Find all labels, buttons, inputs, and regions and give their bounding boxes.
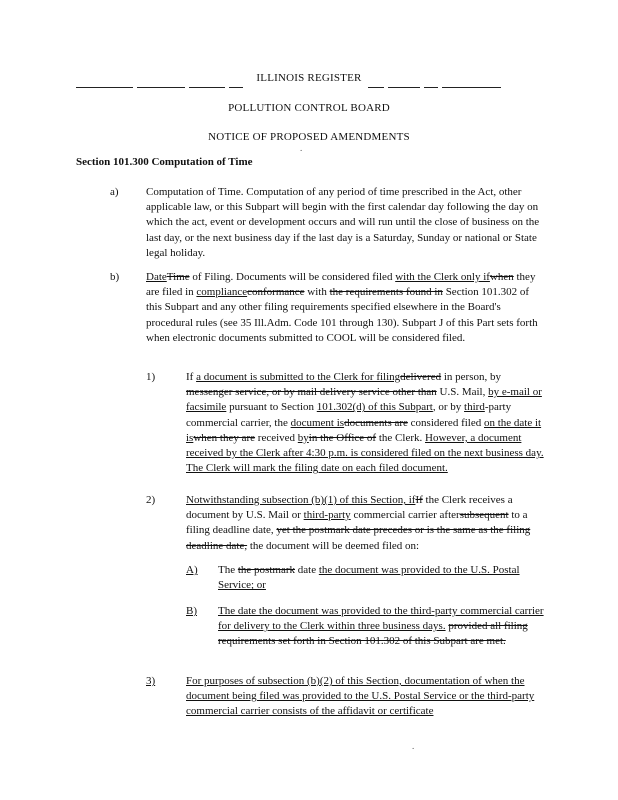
deleted-text: in the Office of — [308, 431, 377, 444]
inserted-text: on the date it is — [186, 416, 542, 444]
text: received — [255, 431, 298, 444]
deleted-text: messenger service, or by mail delivery service other than — [186, 386, 437, 399]
text: in person, by — [441, 371, 501, 383]
paragraph-b3-label: 3) — [146, 675, 156, 687]
header-rule-left — [76, 87, 133, 88]
paragraph-b2A — [218, 563, 544, 593]
paragraph-b2B — [218, 604, 544, 650]
deleted-text: delivered — [400, 371, 442, 383]
deleted-text: subsequent — [459, 509, 509, 522]
speck: . — [412, 741, 415, 751]
inserted-text: by e-mail or facsimile — [186, 386, 542, 414]
header-rule-left — [137, 87, 185, 88]
header-rule-left — [229, 87, 243, 88]
text: to a filing deadline date, — [186, 509, 528, 537]
text: of Filing. Documents will be considered filed — [189, 271, 396, 283]
text: considered filed — [407, 416, 484, 429]
header-rule-right — [368, 87, 384, 88]
deleted-text: documents are — [344, 416, 408, 429]
header-rule-right — [442, 87, 501, 88]
text: date — [295, 564, 319, 576]
deleted-text: yet the postmark date precedes or is the same as the filing deadline date, — [186, 524, 531, 552]
paragraph-b2-label: 2) — [146, 494, 156, 506]
register-title: ILLINOIS REGISTER — [256, 72, 362, 84]
inserted-text: 101.302(d) of this Subpart — [316, 401, 433, 414]
text: pursuant to Section — [226, 401, 317, 414]
inserted-text: the document was provided to the U.S. Postal Service; or — [218, 564, 520, 592]
paragraph-b-label: b) — [110, 271, 120, 283]
deleted-text: Time — [166, 271, 190, 283]
paragraph-b2 — [186, 493, 544, 554]
text: the Clerk. — [376, 431, 425, 444]
board-name: POLLUTION CONTROL BOARD — [228, 102, 390, 114]
header-rule-right — [424, 87, 438, 88]
inserted-text: The date the document was provided to the third-party commercial carrier for delivery to the Clerk within three business days. — [218, 605, 544, 633]
section-heading: Section 101.300 Computation of Time — [76, 156, 253, 168]
deleted-text: If — [415, 494, 423, 506]
text: the document will be deemed filed on: — [247, 539, 420, 552]
text: commercial carrier after — [350, 509, 460, 522]
inserted-text: document is — [290, 416, 345, 429]
paragraph-b3 — [186, 674, 544, 720]
paragraph-b2A-label: A) — [186, 564, 198, 576]
deleted-text: the requirements found in — [329, 286, 443, 299]
paragraph-b1 — [186, 370, 544, 476]
paragraph-b2B-label: B) — [186, 605, 197, 617]
deleted-text: when — [489, 271, 514, 283]
paragraph-b1-label: 1) — [146, 371, 156, 383]
inserted-text: Date — [146, 271, 167, 283]
inserted-text: with the Clerk only if — [395, 271, 490, 283]
text: -party commercial carrier, the — [186, 401, 512, 429]
inserted-text: However, a document received by the Clerk after 4:30 p.m. is considered filed on the next business day. The Clerk will mark the filing date on each filed document. — [186, 431, 544, 475]
header-rule-right — [388, 87, 420, 88]
inserted-text: third-party — [303, 509, 351, 522]
text: U.S. Mail, — [436, 386, 489, 399]
header-rule-left — [189, 87, 225, 88]
deleted-text: provided all filing requirements set forth in Section 101.302 of this Subpart are met. — [218, 620, 528, 648]
paragraph-a: Computation of Time. Computation of any period of time prescribed in the Act, other applicable law, or this Subpart will begin with the first calendar day following the day on which the act, event or development occurs and will run until the close of business on the last day, or the next business day if the last day is a Saturday, Sunday or national or State legal holiday. — [146, 186, 540, 259]
text: The — [218, 564, 238, 576]
inserted-text: Notwithstanding subsection (b)(1) of this Section, if — [186, 494, 416, 506]
deleted-text: when they are — [193, 431, 256, 444]
deleted-text: conformance — [247, 286, 305, 299]
inserted-text: by — [297, 431, 309, 444]
deleted-text: the postmark — [237, 564, 295, 576]
text: with — [304, 286, 330, 299]
speck: . — [300, 143, 303, 153]
inserted-text: compliance — [196, 286, 248, 299]
inserted-text: a document is submitted to the Clerk for filing — [196, 371, 401, 383]
inserted-text: For purposes of subsection (b)(2) of this Section, documentation of when the document being filed was provided to the U.S. Postal Service or the third-party commercial carrier consists of the affidavit or certificate — [186, 675, 535, 718]
inserted-text: third — [464, 401, 485, 414]
text: Section 101.302 of this Subpart and any other filing requirements specified elsewhere in the Board's procedural rules (see 35 Ill.Adm. Code 101 through 130). Subpart J of this Part sets forth when electronic documents submitted to COOL will be considered filed. — [146, 286, 538, 344]
paragraph-a-label: a) — [110, 186, 119, 198]
notice-title: NOTICE OF PROPOSED AMENDMENTS — [208, 131, 410, 143]
text: , or by — [432, 401, 465, 414]
text: If — [186, 371, 197, 383]
text: they are filed in — [146, 271, 536, 299]
paragraph-b — [146, 270, 542, 346]
text: the Clerk receives a document by U.S. Mail or — [186, 494, 513, 522]
